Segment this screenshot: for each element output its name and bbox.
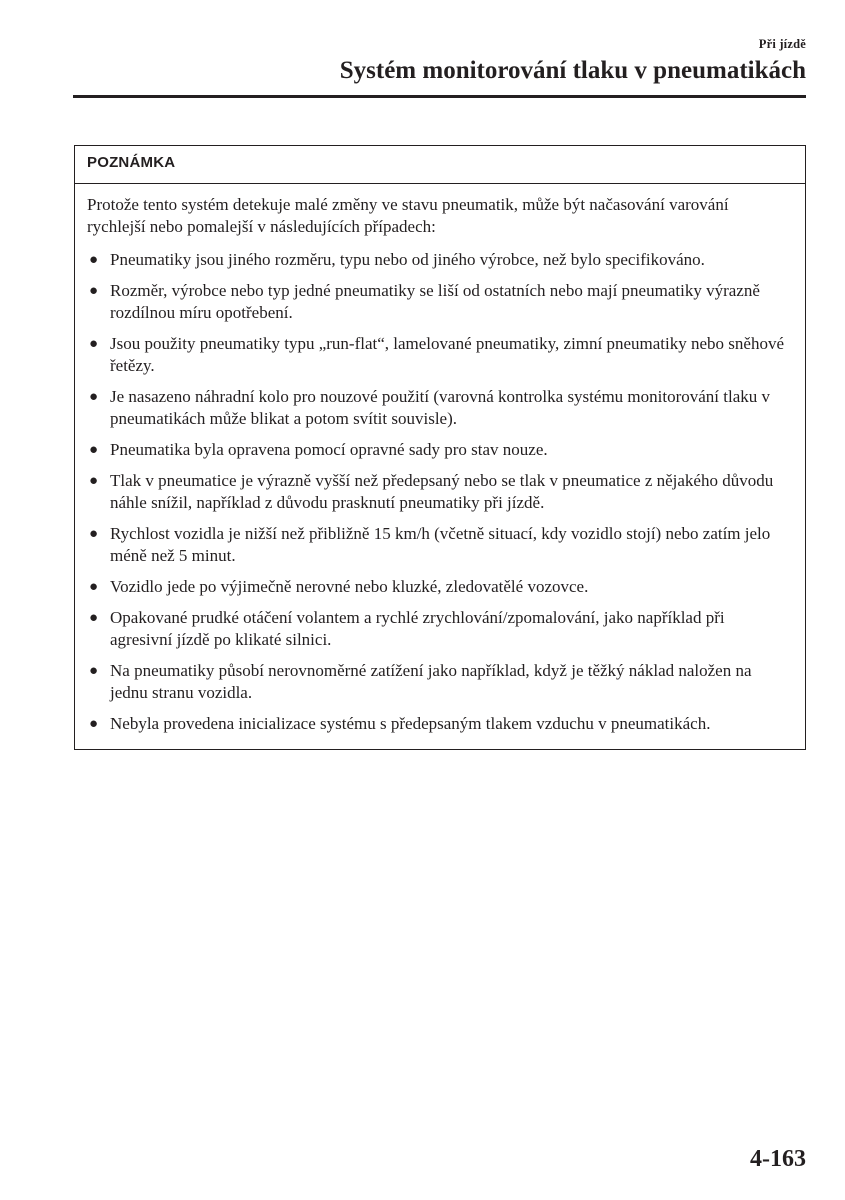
list-item-text: Nebyla provedena inicializace systému s předepsaným tlakem vzduchu v pneumatikách.	[110, 714, 711, 733]
note-heading: POZNÁMKA	[75, 146, 805, 184]
list-item	[87, 523, 791, 567]
list-item	[87, 249, 791, 271]
list-item	[87, 660, 791, 704]
list-item	[87, 713, 791, 735]
note-box	[74, 145, 806, 750]
list-item-text: Pneumatiky jsou jiného rozměru, typu nebo od jiného výrobce, než bylo specifikováno.	[110, 250, 705, 269]
page-number: 4-163	[750, 1146, 806, 1172]
title-rule	[73, 95, 806, 98]
list-item	[87, 607, 791, 651]
list-item-text: Jsou použity pneumatiky typu „run-flat“, lamelované pneumatiky, zimní pneumatiky nebo sněhové řetězy.	[110, 334, 785, 375]
bullet-dot-icon: ●	[89, 389, 99, 405]
bullet-dot-icon: ●	[89, 716, 99, 732]
list-item	[87, 439, 791, 461]
section-label: Při jízdě	[758, 37, 806, 51]
list-item	[87, 280, 791, 324]
page-title: Systém monitorování tlaku v pneumatikách	[339, 57, 806, 84]
bullet-dot-icon: ●	[89, 252, 99, 268]
list-item	[87, 386, 791, 430]
bullet-dot-icon: ●	[89, 336, 99, 352]
list-item-text: Tlak v pneumatice je výrazně vyšší než předepsaný nebo se tlak v pneumatice z nějakého důvodu náhle snížil, například z důvodu prasknutí pneumatiky při jízdě.	[110, 471, 774, 512]
bullet-dot-icon: ●	[89, 442, 99, 458]
list-item	[87, 333, 791, 377]
list-item	[87, 576, 791, 598]
list-item-text: Je nasazeno náhradní kolo pro nouzové použití (varovná kontrolka systému monitorování tlaku v pneumatikách může blikat a potom svítit souvisle).	[110, 387, 771, 428]
list-item-text: Na pneumatiky působí nerovnoměrné zatížení jako například, když je těžký náklad naložen na jednu stranu vozidla.	[110, 661, 752, 702]
bullet-dot-icon: ●	[89, 579, 99, 595]
note-intro: Protože tento systém detekuje malé změny ve stavu pneumatik, může být načasování varování rychlejší nebo pomalejší v následujících případech:	[87, 195, 729, 236]
bullet-dot-icon: ●	[89, 473, 99, 489]
list-item-text: Opakované prudké otáčení volantem a rychlé zrychlování/zpomalování, jako například při agresivní jízdě po klikaté silnici.	[110, 608, 725, 649]
list-item-text: Rychlost vozidla je nižší než přibližně 15 km/h (včetně situací, kdy vozidlo stojí) nebo zatím jelo méně než 5 minut.	[110, 524, 771, 565]
bullet-dot-icon: ●	[89, 610, 99, 626]
bullet-dot-icon: ●	[89, 663, 99, 679]
list-item-text: Vozidlo jede po výjimečně nerovné nebo kluzké, zledovatělé vozovce.	[110, 577, 589, 596]
list-item-text: Pneumatika byla opravena pomocí opravné sady pro stav nouze.	[110, 440, 548, 459]
list-item	[87, 470, 791, 514]
list-item-text: Rozměr, výrobce nebo typ jedné pneumatiky se liší od ostatních nebo mají pneumatiky výrazně rozdílnou míru opotřebení.	[110, 281, 760, 322]
bullet-dot-icon: ●	[89, 283, 99, 299]
bullet-dot-icon: ●	[89, 526, 99, 542]
note-bullet-list	[87, 249, 791, 735]
note-body	[75, 184, 805, 735]
